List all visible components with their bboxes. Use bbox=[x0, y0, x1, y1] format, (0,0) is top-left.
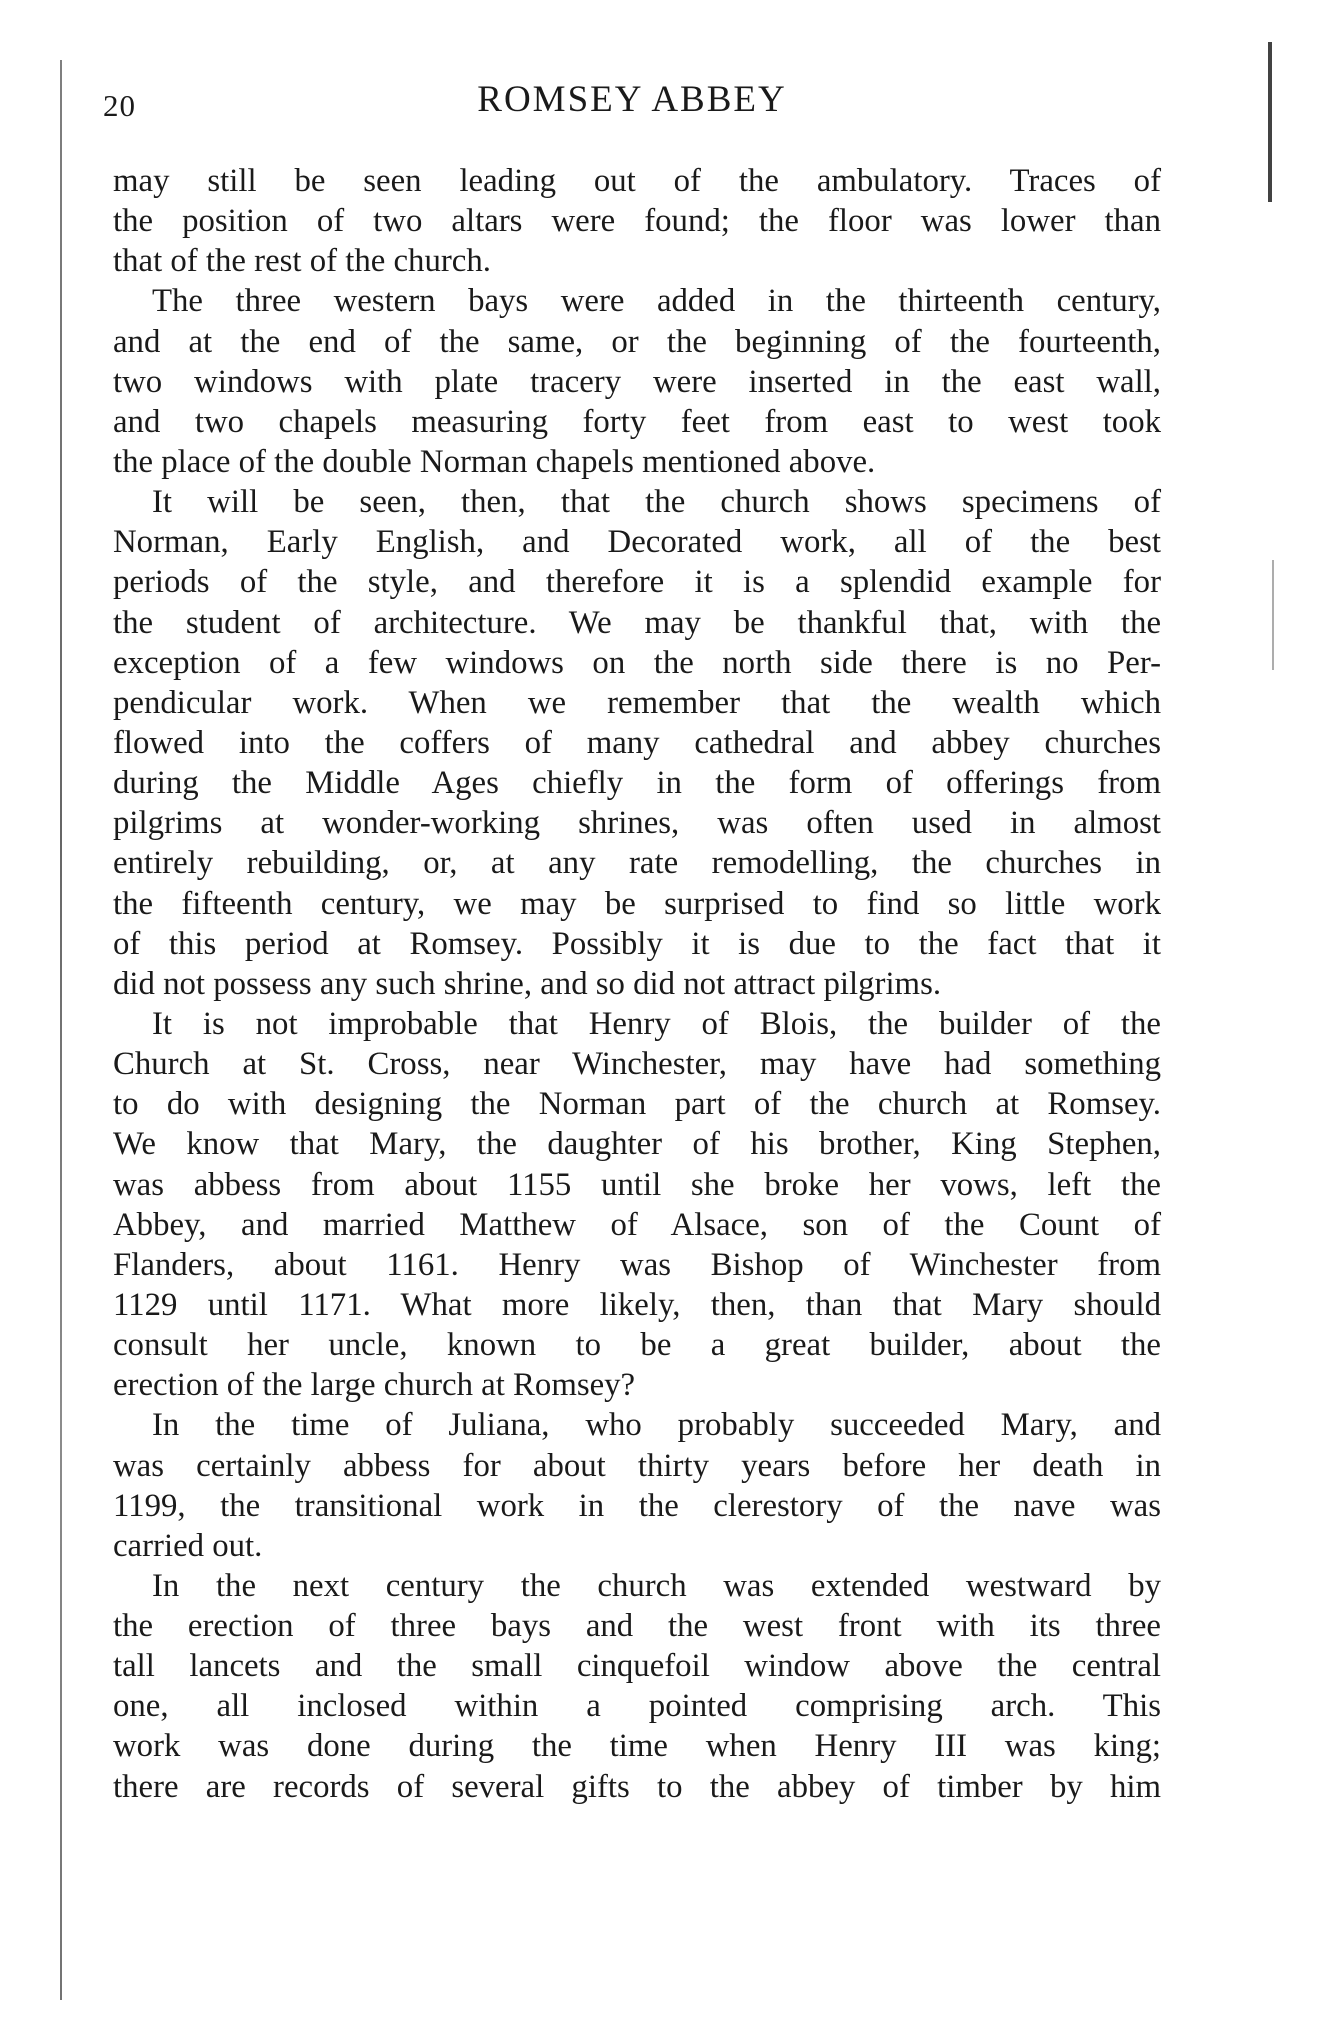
page-edge-shadow-right bbox=[1268, 42, 1272, 202]
text-line: and at the end of the same, or the beginning of the fourteenth, bbox=[113, 323, 1161, 360]
running-header bbox=[103, 78, 1161, 128]
text-line: periods of the style, and therefore it is a splendid example for bbox=[113, 564, 1161, 601]
text-line: Church at St. Cross, near Winchester, may have had something bbox=[113, 1046, 1161, 1083]
text-line: It is not improbable that Henry of Blois, the builder of the bbox=[152, 1005, 1161, 1042]
text-line: 1199, the transitional work in the clerestory of the nave was bbox=[113, 1487, 1161, 1524]
text-line: was abbess from about 1155 until she broke her vows, left the bbox=[113, 1166, 1161, 1203]
text-line: the erection of three bays and the west front with its three bbox=[113, 1608, 1161, 1645]
text-line: exception of a few windows on the north side there is no Per- bbox=[113, 644, 1161, 681]
text-line: and two chapels measuring forty feet from east to west took bbox=[113, 403, 1161, 440]
text-line: the fifteenth century, we may be surprised to find so little work bbox=[113, 885, 1161, 922]
text-line: the place of the double Norman chapels mentioned above. bbox=[113, 443, 876, 480]
text-line: consult her uncle, known to be a great builder, about the bbox=[113, 1327, 1161, 1364]
text-line: Norman, Early English, and Decorated work, all of the best bbox=[113, 524, 1161, 561]
text-line: that of the rest of the church. bbox=[113, 243, 491, 280]
page-edge-shadow-left bbox=[60, 60, 62, 2000]
body-text bbox=[113, 161, 1161, 1807]
text-line: pendicular work. When we remember that the wealth which bbox=[113, 684, 1161, 721]
text-line: We know that Mary, the daughter of his brother, King Stephen, bbox=[113, 1126, 1161, 1163]
text-line: was certainly abbess for about thirty years before her death in bbox=[113, 1447, 1161, 1484]
text-line: carried out. bbox=[113, 1527, 263, 1564]
text-line: 1129 until 1171. What more likely, then, than that Mary should bbox=[113, 1286, 1161, 1323]
text-line: In the time of Juliana, who probably succeeded Mary, and bbox=[152, 1407, 1161, 1444]
text-line: the student of architecture. We may be thankful that, with the bbox=[113, 604, 1161, 641]
text-line: erection of the large church at Romsey? bbox=[113, 1367, 636, 1404]
text-line: It will be seen, then, that the church shows specimens of bbox=[152, 484, 1161, 521]
text-line: there are records of several gifts to the abbey of timber by him bbox=[113, 1768, 1161, 1805]
page-number: 20 bbox=[103, 88, 136, 123]
page-edge-mark-right bbox=[1272, 560, 1274, 670]
running-title: ROMSEY ABBEY bbox=[477, 79, 787, 120]
text-line: two windows with plate tracery were inserted in the east wall, bbox=[113, 363, 1161, 400]
text-line: the position of two altars were found; the floor was lower than bbox=[113, 203, 1161, 240]
text-line: one, all inclosed within a pointed comprising arch. This bbox=[113, 1688, 1161, 1725]
text-line: tall lancets and the small cinquefoil window above the central bbox=[113, 1648, 1161, 1685]
text-line: Abbey, and married Matthew of Alsace, son of the Count of bbox=[113, 1206, 1161, 1243]
text-line: during the Middle Ages chiefly in the form of offerings from bbox=[113, 765, 1161, 802]
text-line: flowed into the coffers of many cathedral and abbey churches bbox=[113, 724, 1161, 761]
text-line: entirely rebuilding, or, at any rate remodelling, the churches in bbox=[113, 845, 1161, 882]
text-line: The three western bays were added in the thirteenth century, bbox=[152, 283, 1161, 320]
text-line: of this period at Romsey. Possibly it is due to the fact that it bbox=[113, 925, 1161, 962]
text-line: to do with designing the Norman part of the church at Romsey. bbox=[113, 1086, 1161, 1123]
text-line: work was done during the time when Henry III was king; bbox=[113, 1728, 1161, 1765]
text-line: Flanders, about 1161. Henry was Bishop of Winchester from bbox=[113, 1246, 1161, 1283]
text-line: pilgrims at wonder-working shrines, was often used in almost bbox=[113, 805, 1161, 842]
text-line: did not possess any such shrine, and so did not attract pilgrims. bbox=[113, 965, 942, 1002]
text-line: may still be seen leading out of the ambulatory. Traces of bbox=[113, 163, 1161, 199]
text-line: In the next century the church was extended westward by bbox=[152, 1567, 1161, 1604]
